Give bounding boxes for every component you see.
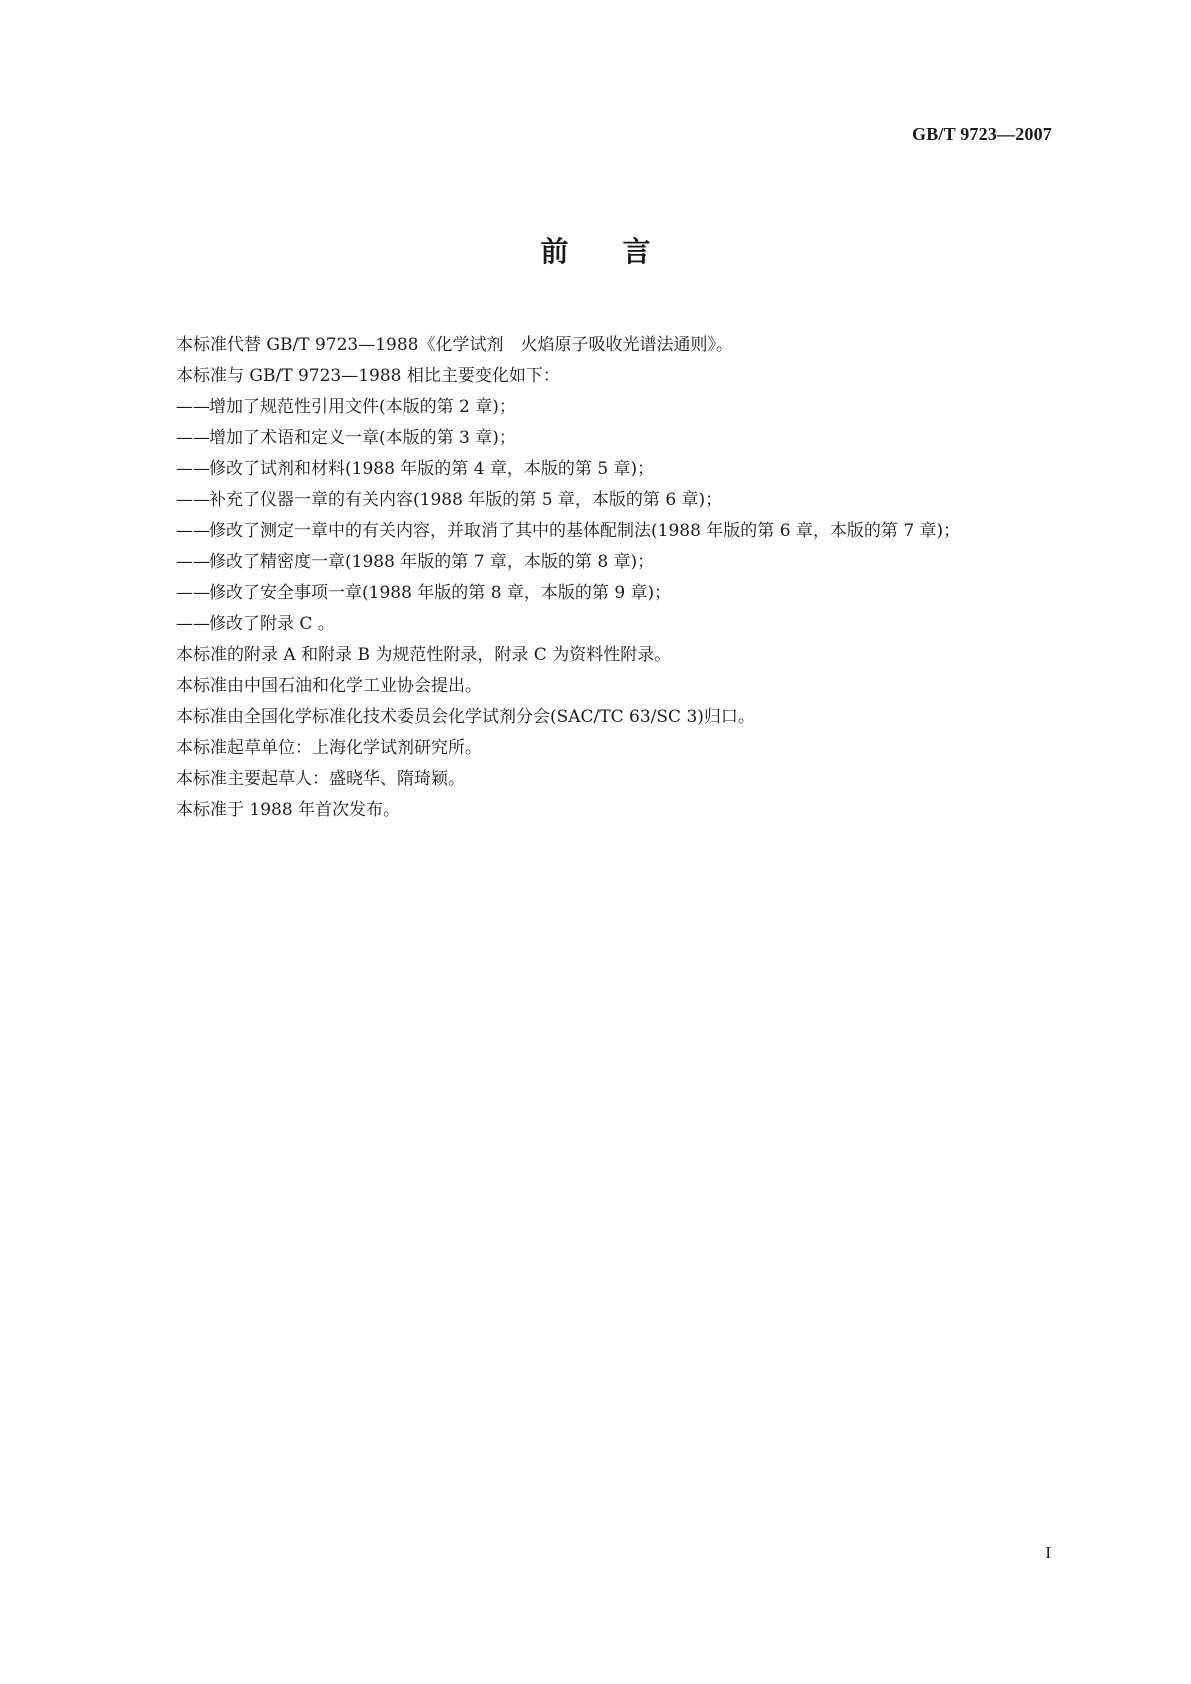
change-item [176,485,1056,516]
change-item-text: 补充了仪器一章的有关内容(1988 年版的第 5 章，本版的第 6 章)； [209,490,723,510]
dash-mark: —— [176,428,210,448]
change-item-text: 修改了附录 C 。 [209,614,335,634]
page-number: I [1045,1543,1051,1562]
foreword-body [176,330,1056,826]
paragraph-proposer: 本标准由中国石油和化学工业协会提出。 [176,676,482,696]
change-item-text: 修改了安全事项一章(1988 年版的第 8 章，本版的第 9 章)； [209,583,672,603]
paragraph-first-issue: 本标准于 1988 年首次发布。 [176,800,401,820]
dash-mark: —— [176,583,210,603]
dash-mark: —— [176,552,210,572]
page-title: 前言 [540,235,705,268]
dash-mark: —— [176,614,210,634]
change-item-text: 修改了试剂和材料(1988 年版的第 4 章，本版的第 5 章)； [209,459,655,479]
change-item [176,516,1056,547]
paragraph-drafting-unit: 本标准起草单位：上海化学试剂研究所。 [176,738,482,758]
change-item [176,578,1056,609]
dash-mark: —— [176,397,210,417]
standard-code: GB/T 9723—2007 [912,124,1052,144]
paragraph-annexes: 本标准的附录 A 和附录 B 为规范性附录，附录 C 为资料性附录。 [176,645,672,665]
paragraph-drafters: 本标准主要起草人：盛晓华、隋琦颖。 [176,769,465,789]
paragraph-replaces: 本标准代替 GB/T 9723—1988《化学试剂 火焰原子吸收光谱法通则》。 [176,335,733,355]
dash-mark: —— [176,490,210,510]
paragraph-committee: 本标准由全国化学标准化技术委员会化学试剂分会(SAC/TC 63/SC 3)归口。 [176,707,755,727]
change-item-text: 修改了测定一章中的有关内容，并取消了其中的基体配制法(1988 年版的第 6 章，本版的第 7 章)； [209,521,961,541]
paragraph-changes-intro: 本标准与 GB/T 9723—1988 相比主要变化如下： [176,366,560,386]
change-item-text: 修改了精密度一章(1988 年版的第 7 章，本版的第 8 章)； [209,552,655,572]
dash-mark: —— [176,459,210,479]
change-item [176,547,1056,578]
change-item [176,423,1056,454]
change-item-text: 增加了术语和定义一章(本版的第 3 章)； [209,428,516,448]
change-item-text: 增加了规范性引用文件(本版的第 2 章)； [209,397,516,417]
dash-mark: —— [176,521,210,541]
change-item [176,392,1056,423]
change-item [176,609,1056,640]
change-item [176,454,1056,485]
